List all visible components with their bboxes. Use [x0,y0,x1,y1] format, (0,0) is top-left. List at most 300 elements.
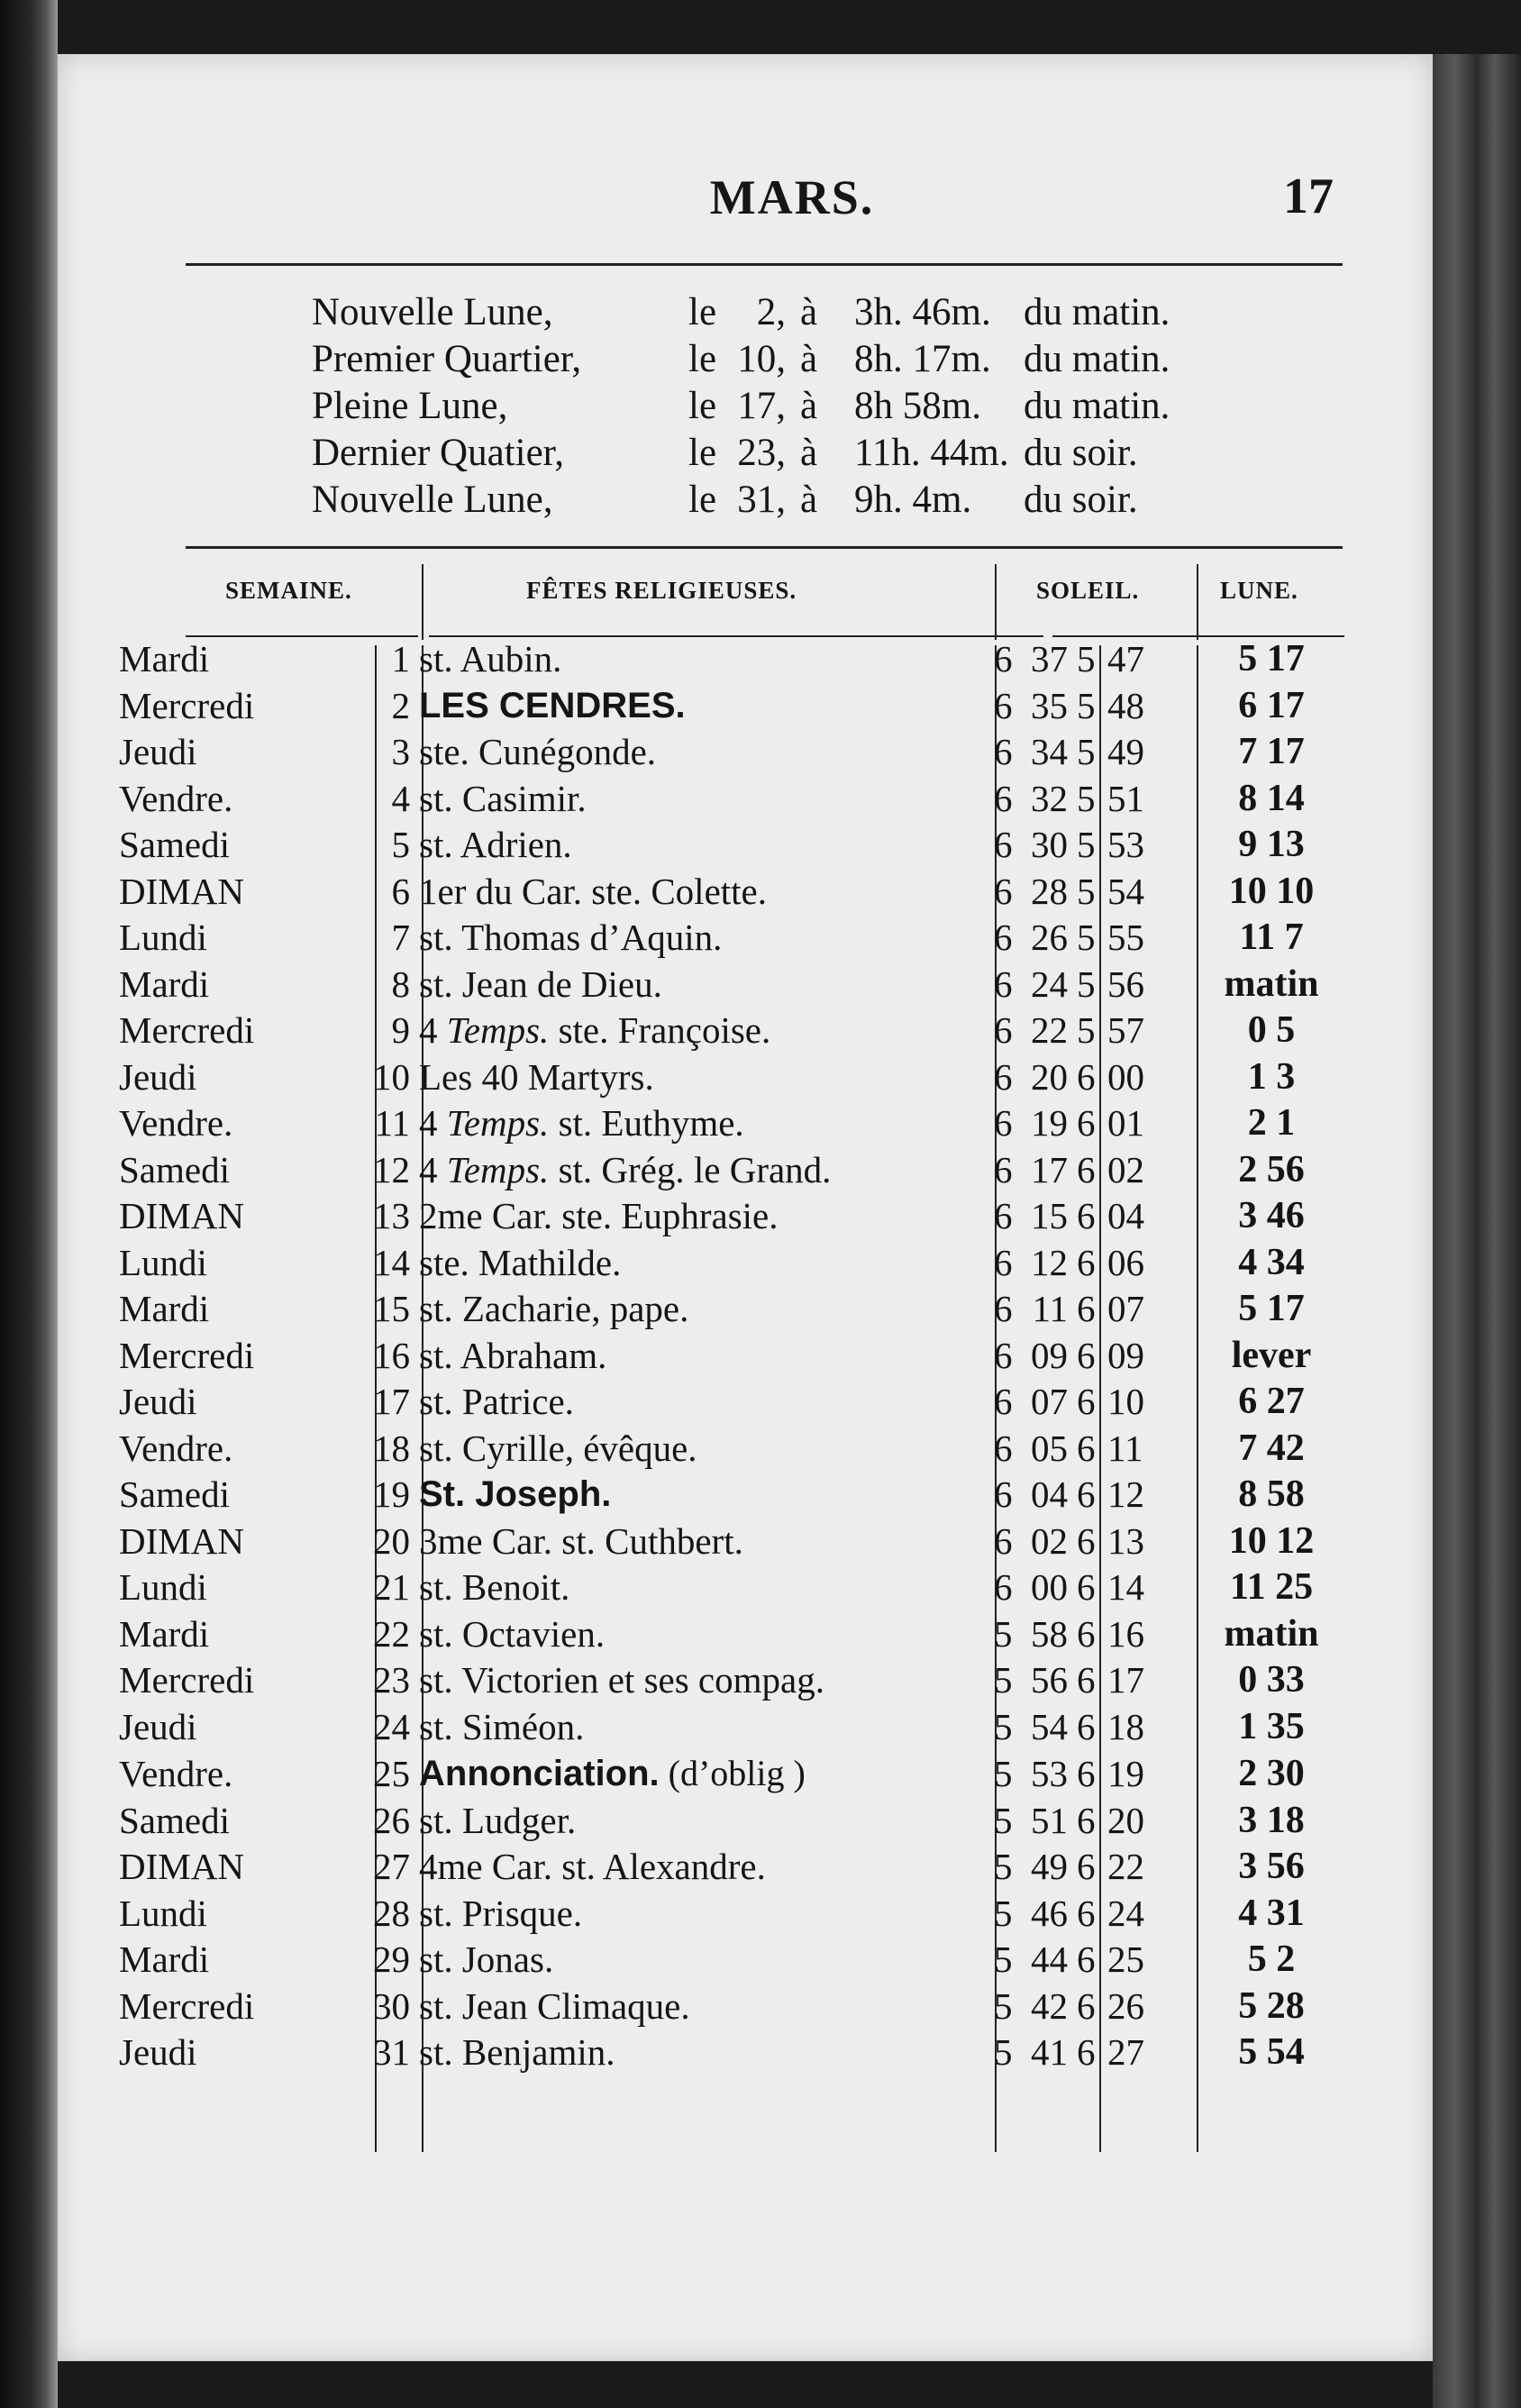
table-row [119,1472,1362,1519]
feast-cell [414,1379,988,1426]
weekday-cell: Vendre. [119,1102,233,1144]
feast-name: Les 40 Martyrs. [419,1055,654,1098]
phase-a: à [800,432,818,474]
sunset-hour-cell: 5 [1077,824,1096,865]
sunrise-hour-cell: 5 [994,1612,1013,1655]
sunrise-minute-cell: 37 [1031,638,1068,680]
phases-rule [186,546,1343,549]
table-row [119,1844,1362,1891]
moon-cell: 11 25 [1229,1566,1314,1608]
weekday-cell: DIMAN [119,1519,244,1562]
sunset-minute-cell: 57 [1107,1009,1144,1051]
day-number-cell: 18 [373,1427,410,1469]
sunset-hour-cell: 6 [1077,1241,1096,1283]
day-number-cell: 4 [391,777,410,819]
feast-cell [414,1472,988,1519]
table-row [119,1798,1362,1845]
header-divider-2 [995,564,997,640]
feast-prefix: 4 [419,1148,447,1190]
feast-name: st. Victorien et ses compag. [419,1659,824,1701]
table-row [119,1147,1362,1194]
weekday-cell: Jeudi [119,1705,197,1747]
moon-cell: 10 12 [1228,1519,1315,1562]
phase-day: 10, [737,338,786,380]
day-number-cell: 30 [373,1984,410,2027]
moon-cell: 5 28 [1238,1984,1305,2027]
feast-name: LES CENDRES. [419,685,686,725]
phase-time: 9h. 4m. [854,479,972,521]
feast-name: Annonciation. [419,1754,660,1793]
sunset-hour-cell: 6 [1077,1938,1096,1980]
weekday-cell: Jeudi [119,731,197,772]
sunset-minute-cell: 17 [1107,1659,1144,1701]
weekday-cell: Mercredi [119,1984,255,2027]
day-number-cell: 19 [373,1473,410,1515]
sunset-hour-cell: 6 [1077,1195,1096,1236]
sunset-minute-cell: 26 [1107,1984,1144,2027]
day-number-cell: 24 [373,1705,410,1747]
sunrise-hour-cell: 6 [994,870,1013,912]
sunrise-hour-cell: 6 [994,824,1013,865]
day-number-cell: 2 [391,684,410,726]
weekday-cell: Jeudi [119,1055,197,1098]
feast-name: St. Joseph. [419,1474,612,1514]
table-row [119,1891,1362,1938]
phase-le: le [688,432,717,474]
day-number-cell: 21 [373,1566,410,1608]
sunset-minute-cell: 55 [1107,917,1144,958]
moon-cell: 7 42 [1238,1427,1305,1469]
moon-cell: matin [1224,962,1319,1005]
feast-name: st. Zacharie, pape. [419,1288,689,1329]
sunset-minute-cell: 06 [1107,1241,1144,1283]
feast-name: st. Cyrille, évêque. [419,1427,697,1469]
weekday-cell: Jeudi [119,1381,197,1422]
sunrise-hour-cell: 6 [994,684,1013,726]
sunset-hour-cell: 6 [1077,1984,1096,2027]
moon-cell: 5 17 [1238,1288,1305,1329]
sunset-minute-cell: 01 [1107,1102,1144,1144]
feast-cell [414,1937,988,1984]
phase-a: à [800,385,818,427]
weekday-cell: Mercredi [119,1659,255,1701]
table-row [119,1193,1362,1240]
sunrise-minute-cell: 30 [1031,824,1068,865]
sunset-minute-cell: 48 [1107,684,1144,726]
table-row [119,683,1362,730]
sunrise-minute-cell: 22 [1031,1009,1068,1051]
sunrise-minute-cell: 53 [1031,1752,1068,1794]
sunset-hour-cell: 6 [1077,1566,1096,1608]
column-header-soleil: SOLEIL. [1036,577,1140,604]
header-divider-3 [1197,564,1198,640]
sunrise-hour-cell: 6 [994,1288,1013,1329]
table-row [119,1704,1362,1751]
sunrise-hour-cell: 6 [994,962,1013,1005]
sunrise-minute-cell: 34 [1031,731,1068,772]
feast-name: st. Patrice. [419,1381,574,1422]
day-number-cell: 27 [373,1846,410,1887]
weekday-cell: Mardi [119,1938,210,1980]
sunrise-minute-cell: 00 [1031,1566,1068,1608]
sunset-minute-cell: 12 [1107,1473,1144,1515]
sunset-hour-cell: 6 [1077,1473,1096,1515]
sunrise-minute-cell: 20 [1031,1055,1068,1098]
table-row [119,1008,1362,1054]
weekday-cell: Lundi [119,1566,207,1608]
phase-name: Nouvelle Lune, [312,291,553,333]
moon-cell: 6 27 [1238,1381,1305,1422]
feast-name: st. Jean de Dieu. [419,962,662,1005]
sunrise-minute-cell: 07 [1031,1381,1068,1422]
feast-cell [414,1891,988,1938]
sunrise-hour-cell: 6 [994,777,1013,819]
column-header-fetes: FÊTES RELIGIEUSES. [526,577,797,604]
day-number-cell: 10 [373,1055,410,1098]
sunrise-minute-cell: 17 [1031,1148,1068,1190]
sunrise-minute-cell: 49 [1031,1846,1068,1887]
sunset-minute-cell: 09 [1107,1334,1144,1376]
feast-italic: Temps. [446,1102,550,1144]
sunrise-hour-cell: 6 [994,1148,1013,1190]
sunrise-minute-cell: 51 [1031,1799,1068,1841]
phase-name: Nouvelle Lune, [312,479,553,521]
sunset-minute-cell: 19 [1107,1752,1144,1794]
sunrise-minute-cell: 41 [1031,2031,1068,2073]
feast-cell [414,1333,988,1380]
table-row [119,1426,1362,1473]
table-row [119,1286,1362,1333]
sunset-minute-cell: 00 [1107,1055,1144,1098]
sunset-hour-cell: 6 [1077,1892,1096,1934]
sunrise-hour-cell: 5 [994,1799,1013,1841]
phase-time: 8h. 17m. [854,338,991,380]
moon-cell: 1 3 [1247,1055,1296,1098]
sunset-hour-cell: 6 [1077,2031,1096,2073]
feast-italic: Temps. [446,1009,550,1051]
day-number-cell: 29 [373,1938,410,1980]
phase-le: le [688,385,717,427]
feast-cell [414,822,988,869]
sunset-minute-cell: 16 [1107,1612,1144,1655]
day-number-cell: 20 [373,1519,410,1562]
table-row [119,869,1362,916]
sunset-hour-cell: 6 [1077,1799,1096,1841]
day-number-cell: 22 [373,1612,410,1655]
moon-cell: 1 35 [1238,1705,1305,1747]
feast-name: st. Ludger. [419,1799,577,1841]
phase-le: le [688,291,717,333]
feast-name: st. Euthyme. [549,1102,744,1144]
phase-time: 11h. 44m. [854,432,1009,474]
header-rule [186,263,1343,266]
moon-cell: 8 58 [1238,1473,1305,1515]
phase-time: 8h 58m. [854,385,981,427]
feast-cell [414,729,988,776]
sunset-minute-cell: 13 [1107,1519,1144,1562]
sunset-hour-cell: 6 [1077,1288,1096,1329]
sunrise-hour-cell: 6 [994,1334,1013,1376]
table-row [119,822,1362,869]
sunset-minute-cell: 24 [1107,1892,1144,1934]
moon-cell: lever [1231,1334,1312,1376]
sunrise-hour-cell: 6 [994,1009,1013,1051]
moon-cell: 5 17 [1238,638,1305,680]
sunrise-minute-cell: 24 [1031,962,1068,1005]
sunset-hour-cell: 6 [1077,1148,1096,1190]
sunrise-hour-cell: 6 [994,1566,1013,1608]
feast-name: ste. Françoise. [549,1009,771,1051]
page-number: 17 [1283,169,1334,224]
calendar-table [119,636,1362,2076]
table-row [119,1519,1362,1565]
sunrise-hour-cell: 6 [994,1473,1013,1515]
sunrise-hour-cell: 5 [994,1892,1013,1934]
feast-cell [414,1798,988,1845]
sunrise-hour-cell: 6 [994,1102,1013,1144]
weekday-cell: Mardi [119,638,210,680]
moon-cell: 3 18 [1238,1799,1305,1841]
table-row [119,915,1362,962]
sunset-minute-cell: 22 [1107,1846,1144,1887]
moon-cell: 2 30 [1238,1752,1305,1794]
sunrise-minute-cell: 44 [1031,1938,1068,1980]
feast-name: st. Prisque. [419,1892,583,1934]
sunrise-minute-cell: 05 [1031,1427,1068,1469]
sunset-hour-cell: 6 [1077,1519,1096,1562]
sunrise-hour-cell: 5 [994,1752,1013,1794]
feast-name: st. Thomas d’Aquin. [419,917,723,958]
weekday-cell: Vendre. [119,1752,233,1794]
weekday-cell: Samedi [119,1473,230,1515]
sunrise-minute-cell: 04 [1031,1473,1068,1515]
phase-a: à [800,338,818,380]
day-number-cell: 31 [373,2031,410,2073]
sunset-minute-cell: 51 [1107,777,1144,819]
sunset-hour-cell: 6 [1077,1612,1096,1655]
feast-name: st. Jean Climaque. [419,1984,690,2027]
feast-cell [414,1519,988,1565]
sunrise-hour-cell: 6 [994,1195,1013,1236]
weekday-cell: Mardi [119,962,210,1005]
moon-cell: 2 1 [1247,1102,1296,1144]
feast-name: ste. Mathilde. [419,1241,622,1283]
sunset-hour-cell: 6 [1077,1705,1096,1747]
table-row [119,729,1362,776]
weekday-cell: Jeudi [119,2031,197,2073]
sunrise-hour-cell: 6 [994,638,1013,680]
feast-name: st. Adrien. [419,824,572,865]
sunrise-hour-cell: 6 [994,731,1013,772]
sunset-minute-cell: 04 [1107,1195,1144,1236]
feast-cell [414,1008,988,1054]
feast-prefix: 4 [419,1102,447,1144]
sunset-hour-cell: 5 [1077,917,1096,958]
sunrise-minute-cell: 42 [1031,1984,1068,2027]
weekday-cell: DIMAN [119,870,244,912]
moon-cell: 8 14 [1238,777,1305,819]
phase-period: du soir. [1024,432,1138,474]
book-spine-edge [0,0,58,2408]
sunset-minute-cell: 27 [1107,2031,1144,2073]
feast-cell [414,1054,988,1101]
feast-prefix: 4 [419,1009,447,1051]
day-number-cell: 17 [373,1381,410,1422]
feast-cell [414,1657,988,1704]
table-row [119,1100,1362,1147]
feast-cell [414,636,988,683]
weekday-cell: Samedi [119,1148,230,1190]
weekday-cell: Lundi [119,917,207,958]
feast-cell [414,2029,988,2076]
phase-day: 31, [737,479,786,521]
sunset-hour-cell: 6 [1077,1659,1096,1701]
feast-cell [414,1147,988,1194]
sunset-hour-cell: 6 [1077,1846,1096,1887]
feast-name: st. Grég. le Grand. [549,1148,832,1190]
moon-cell: 5 54 [1238,2031,1305,2073]
sunrise-hour-cell: 5 [994,1938,1013,1980]
moon-cell: 4 34 [1238,1241,1305,1283]
table-row [119,1937,1362,1984]
sunrise-hour-cell: 6 [994,1427,1013,1469]
phase-period: du matin. [1024,385,1170,427]
phase-a: à [800,479,818,521]
phase-day: 23, [737,432,786,474]
day-number-cell: 28 [373,1892,410,1934]
phase-name: Premier Quartier, [312,338,582,380]
sunrise-minute-cell: 02 [1031,1519,1068,1562]
weekday-cell: Mercredi [119,1334,255,1376]
feast-cell [414,1100,988,1147]
sunset-hour-cell: 6 [1077,1055,1096,1098]
sunset-hour-cell: 5 [1077,1009,1096,1051]
sunrise-minute-cell: 19 [1031,1102,1068,1144]
feast-cell [414,1750,988,1798]
feast-name: st. Jonas. [419,1938,554,1980]
sunset-hour-cell: 6 [1077,1427,1096,1469]
sunrise-minute-cell: 28 [1031,870,1068,912]
feast-name: st. Casimir. [419,777,587,819]
sunset-minute-cell: 10 [1107,1381,1144,1422]
weekday-cell: Mercredi [119,684,255,726]
day-number-cell: 14 [373,1241,410,1283]
sunrise-minute-cell: 11 [1032,1288,1068,1329]
moon-cell: 10 10 [1228,870,1315,912]
moon-cell: 5 2 [1247,1938,1296,1980]
sunrise-minute-cell: 32 [1031,777,1068,819]
moon-cell: 7 17 [1238,731,1305,772]
phase-period: du matin. [1024,338,1170,380]
feast-cell [414,1984,988,2030]
sunrise-hour-cell: 5 [994,1846,1013,1887]
sunset-minute-cell: 20 [1107,1799,1144,1841]
weekday-cell: Mardi [119,1612,210,1655]
sunset-hour-cell: 5 [1077,870,1096,912]
month-title: MARS. [709,170,875,224]
weekday-cell: Lundi [119,1241,207,1283]
phase-name: Dernier Quatier, [312,432,565,474]
weekday-cell: Vendre. [119,1427,233,1469]
day-number-cell: 3 [391,731,410,772]
sunrise-minute-cell: 15 [1031,1195,1068,1236]
feast-cell [414,962,988,1008]
table-row [119,1750,1362,1798]
moon-cell: 2 56 [1238,1148,1305,1190]
day-number-cell: 8 [391,962,410,1005]
phase-period: du matin. [1024,291,1170,333]
moon-cell: 3 56 [1238,1846,1305,1887]
weekday-cell: Lundi [119,1892,207,1934]
table-row [119,962,1362,1008]
moon-cell: 4 31 [1238,1892,1305,1934]
sunset-hour-cell: 6 [1077,1381,1096,1422]
phase-le: le [688,338,717,380]
feast-name: st. Aubin. [419,638,562,680]
sunset-minute-cell: 11 [1107,1427,1143,1469]
moon-cell: matin [1224,1612,1319,1655]
table-row [119,776,1362,823]
sunset-minute-cell: 18 [1107,1705,1144,1747]
phase-a: à [800,291,818,333]
sunrise-hour-cell: 6 [994,1055,1013,1098]
feast-cell [414,915,988,962]
moon-cell: 9 13 [1238,824,1305,865]
table-row [119,1333,1362,1380]
sunset-minute-cell: 14 [1107,1566,1144,1608]
sunset-hour-cell: 5 [1077,684,1096,726]
feast-cell [414,1193,988,1240]
sunset-minute-cell: 49 [1107,731,1144,772]
day-number-cell: 6 [391,870,410,912]
sunset-hour-cell: 5 [1077,731,1096,772]
column-header-lune: LUNE. [1220,577,1298,604]
sunrise-minute-cell: 35 [1031,684,1068,726]
sunrise-minute-cell: 09 [1031,1334,1068,1376]
sunset-hour-cell: 5 [1077,777,1096,819]
feast-name: ste. Cunégonde. [419,731,657,772]
weekday-cell: DIMAN [119,1846,244,1887]
feast-cell [414,1426,988,1473]
header-divider-1 [422,564,424,640]
sunset-hour-cell: 6 [1077,1102,1096,1144]
day-number-cell: 7 [391,917,410,958]
feast-name: 4me Car. st. Alexandre. [419,1846,766,1887]
table-row [119,1984,1362,2030]
day-number-cell: 11 [374,1102,410,1144]
sunrise-hour-cell: 5 [994,1705,1013,1747]
feast-cell [414,1704,988,1751]
feast-name: st. Abraham. [419,1334,607,1376]
table-row [119,1240,1362,1287]
feast-cell [414,1286,988,1333]
column-header-semaine: SEMAINE. [225,577,352,604]
sunset-hour-cell: 6 [1077,1752,1096,1794]
table-row [119,1564,1362,1611]
feast-name: st. Benjamin. [419,2031,615,2073]
sunrise-hour-cell: 6 [994,1241,1013,1283]
weekday-cell: Samedi [119,824,230,865]
weekday-cell: Vendre. [119,777,233,819]
sunrise-hour-cell: 6 [994,1519,1013,1562]
moon-cell: 6 17 [1238,684,1305,726]
phase-day: 2, [756,291,786,333]
sunrise-hour-cell: 5 [994,1659,1013,1701]
day-number-cell: 12 [373,1148,410,1190]
moon-cell: 3 46 [1238,1195,1305,1236]
day-number-cell: 23 [373,1659,410,1701]
day-number-cell: 15 [373,1288,410,1329]
